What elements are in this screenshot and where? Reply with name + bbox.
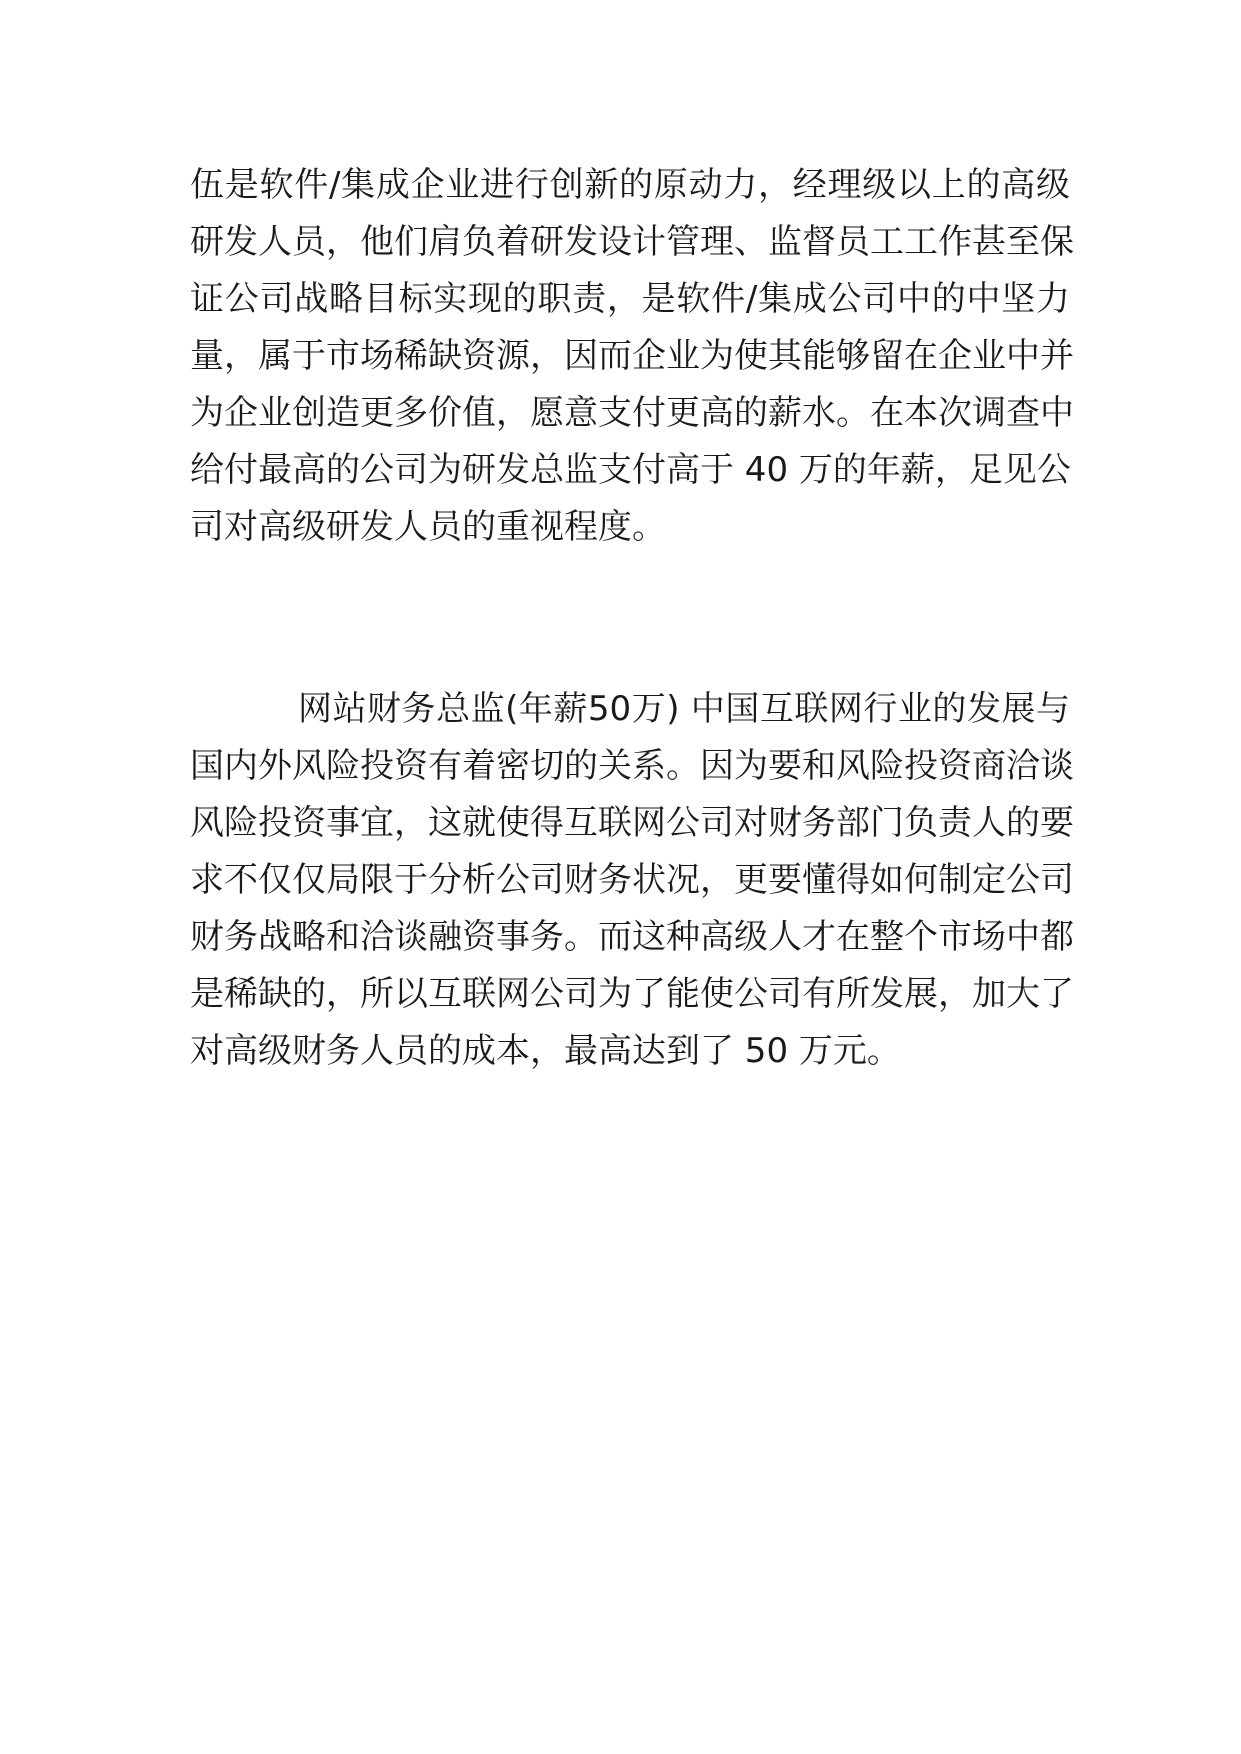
paragraph-2 [190,681,1074,1080]
paragraph-1-line: 司对高级研发人员的重视程度。 [190,507,666,547]
paragraph-2-line: 风险投资事宜，这就使得互联网公司对财务部门负责人的要 [190,803,1074,843]
paragraph-1 [190,157,1074,556]
paragraph-2-line: 是稀缺的，所以互联网公司为了能使公司有所发展，加大了 [190,974,1074,1014]
paragraph-1-line: 量，属于市场稀缺资源，因而企业为使其能够留在企业中并 [190,336,1074,376]
paragraph-2-line: 网站财务总监(年薪50万) 中国互联网行业的发展与 [298,689,1070,729]
paragraph-1-line: 研发人员，他们肩负着研发设计管理、监督员工工作甚至保 [190,222,1074,262]
paragraph-1-line: 伍是软件/集成企业进行创新的原动力，经理级以上的高级 [190,165,1070,205]
paragraph-1-line: 证公司战略目标实现的职责，是软件/集成公司中的中坚力 [190,279,1070,319]
paragraph-2-line: 对高级财务人员的成本，最高达到了 50 万元。 [190,1031,901,1071]
paragraph-2-line: 国内外风险投资有着密切的关系。因为要和风险投资商洽谈 [190,746,1074,786]
paragraph-1-line: 给付最高的公司为研发总监支付高于 40 万的年薪，足见公 [190,450,1071,490]
paragraph-2-line: 财务战略和洽谈融资事务。而这种高级人才在整个市场中都 [190,917,1074,957]
paragraph-1-line: 为企业创造更多价值，愿意支付更高的薪水。在本次调查中 [190,393,1074,433]
paragraph-2-line: 求不仅仅局限于分析公司财务状况，更要懂得如何制定公司 [190,860,1074,900]
